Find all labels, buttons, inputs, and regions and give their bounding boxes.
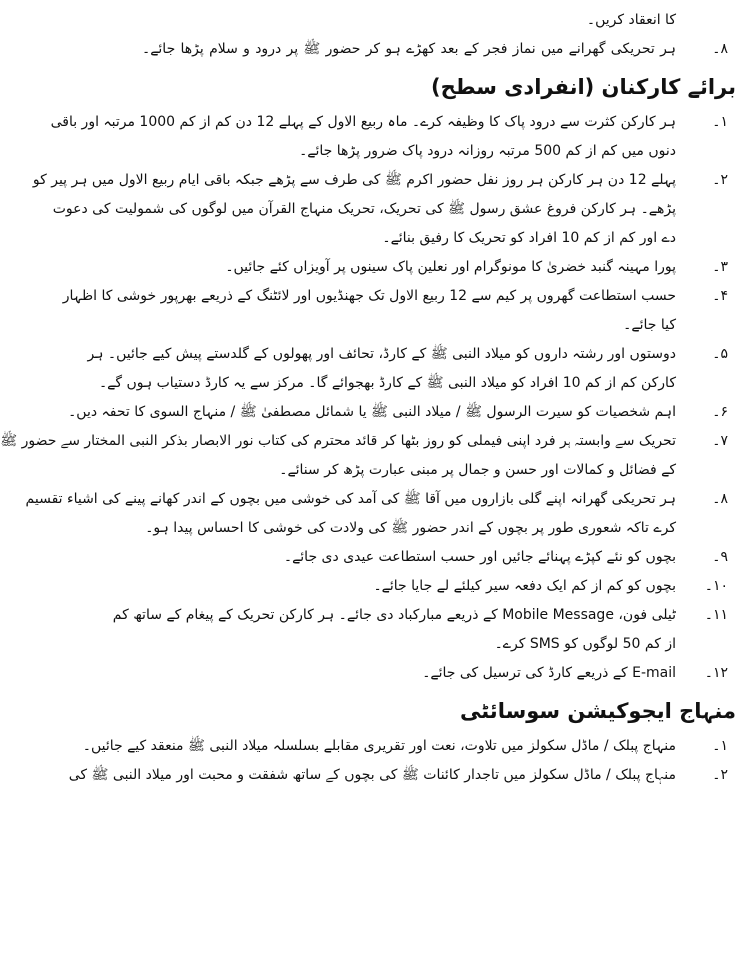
text-line: کا انعقاد کریں۔	[586, 12, 676, 28]
list-item	[142, 572, 736, 601]
item-number: ۸۔	[712, 491, 728, 507]
item-number: ۸۔	[712, 41, 728, 57]
section-workers-list	[0, 108, 736, 688]
list-item	[32, 166, 736, 253]
text-line: دنوں میں کم از کم 500 مرتبہ روزانہ درود پاک ضرور پڑھا جائے۔	[299, 143, 676, 159]
item-number: ۳۔	[712, 259, 728, 275]
text-line: کے فضائل و کمالات اور حسن و جمال پر مبنی عبارت پڑھ کر سنائے۔	[279, 462, 676, 478]
text-line: حسب استطاعت گھروں پر کیم سے 12 ربیع الاول تک جھنڈیوں اور لائٹنگ کے ذریعے بھرپور خوشی کا اظہار	[62, 288, 676, 304]
item-number: ۵۔	[712, 346, 728, 362]
list-item	[142, 253, 736, 282]
item-number: ۲۔	[712, 767, 728, 783]
text-line: ہر تحریکی گھرانہ اپنے گلی بازاروں میں آقا ﷺ کی آمد کی خوشی میں بچوں کے اندر کھانے پینے کی اشیاء تقسیم	[25, 491, 676, 507]
item-number: ۱۲۔	[704, 665, 728, 681]
text-line: کیا جائے۔	[623, 317, 676, 333]
text-line: اہم شخصیات کو سیرت الرسول ﷺ / میلاد النبی ﷺ یا شمائل مصطفیٰ ﷺ / منہاج السوی کا تحفہ دیں۔	[68, 404, 676, 420]
item-number: ۹۔	[712, 549, 728, 565]
text-line: دوستوں اور رشتہ داروں کو میلاد النبی ﷺ کے کارڈ، تحائف اور پھولوں کے گلدستے پیش کیے جائیں۔ ہر	[87, 346, 676, 362]
list-item	[25, 485, 736, 543]
list-item	[142, 659, 736, 688]
text-line: کرے تاکہ شعوری طور پر بچوں کے اندر حضور ﷺ کی ولادت کی خوشی کا احساس پیدا ہو۔	[145, 520, 676, 536]
text-line: ہر کارکن کثرت سے درود پاک کا وظیفہ کرے۔ ماہ ربیع الاول کے پہلے 12 دن کم از کم 1000 مرتبہ اور باقی	[50, 114, 676, 130]
text-line: دے اور کم از کم 10 افراد کو تحریک کا رفیق بنائے۔	[382, 230, 676, 246]
text-line: کارکن کم از کم 10 افراد کو میلاد النبی ﷺ کے کارڈ بھجوائے گا۔ مرکز سے یہ کارڈ دستیاب ہوں گے۔	[98, 375, 676, 391]
item-number: ۱۔	[712, 738, 728, 754]
list-item	[112, 601, 736, 659]
item-number: ۲۔	[712, 172, 728, 188]
text-line: پورا مہینہ گنبد خضریٰ کا مونوگرام اور نعلین پاک سینوں پر آویزاں کئے جائیں۔	[225, 259, 676, 275]
section-heading-workers: برائے کارکنان (انفرادی سطح)	[431, 75, 736, 99]
text-line: بچوں کو نئے کپڑے پہنائے جائیں اور حسب استطاعت عیدی دی جائے۔	[283, 549, 676, 565]
section-heading-education-society: منہاج ایجوکیشن سوسائٹی	[459, 699, 736, 723]
text-line: از کم 50 لوگوں کو SMS کرے۔	[494, 636, 676, 652]
item-number: ۷۔	[712, 433, 728, 449]
list-item	[62, 282, 736, 340]
text-line: پہلے 12 دن ہر کارکن ہر روز نفل حضور اکرم ﷺ کی طرف سے پڑھے جبکہ باقی ایام ربیع الاول میں ہر پیر کو	[32, 172, 676, 188]
item-number: ۱۰۔	[704, 578, 728, 594]
item-number: ۶۔	[712, 404, 728, 420]
list-item	[50, 108, 736, 166]
list-item	[68, 398, 736, 427]
list-item	[0, 427, 736, 485]
section-education-list	[68, 732, 736, 790]
list-item	[87, 340, 736, 398]
item-number: ۱۱۔	[704, 607, 728, 623]
list-item	[82, 732, 736, 761]
list-item-8-top	[142, 35, 736, 64]
text-line: تحریک سے وابستہ ہر فرد اپنی فیملی کو روز بٹھا کر قائد محترم کی کتاب نور الابصار بذکر النبی المختار سے حضور ﷺ	[0, 433, 676, 449]
text-line: ہر تحریکی گھرانے میں نماز فجر کے بعد کھڑے ہو کر حضور ﷺ پر درود و سلام پڑھا جائے۔	[142, 41, 676, 57]
item-number: ۱۔	[712, 114, 728, 130]
list-item	[68, 761, 736, 790]
text-line: بچوں کو کم از کم ایک دفعہ سیر کیلئے لے جایا جائے۔	[373, 578, 676, 594]
intro-tail-line	[142, 6, 736, 35]
text-line: پڑھے۔ ہر کارکن فروغ عشق رسول ﷺ کی تحریک، تحریک منہاج القرآن میں لوگوں کی شمولیت کی دعوت	[52, 201, 676, 217]
list-item	[142, 543, 736, 572]
text-line: منہاج پبلک / ماڈل سکولز میں تاجدار کائنات ﷺ کی بچوں کے ساتھ شفقت و محبت اور میلاد النبی ﷺ کی	[68, 767, 676, 783]
text-line: منہاج پبلک / ماڈل سکولز میں تلاوت، نعت اور تقریری مقابلے بسلسلہ میلاد النبی ﷺ منعقد کیے جائیں۔	[82, 738, 676, 754]
item-number: ۴۔	[712, 288, 728, 304]
text-line: E-mail کے ذریعے کارڈ کی ترسیل کی جائے۔	[422, 665, 676, 681]
text-line: ٹیلی فون، Mobile Message کے ذریعے مبارکباد دی جائے۔ ہر کارکن تحریک کے پیغام کے ساتھ کم	[112, 607, 676, 623]
